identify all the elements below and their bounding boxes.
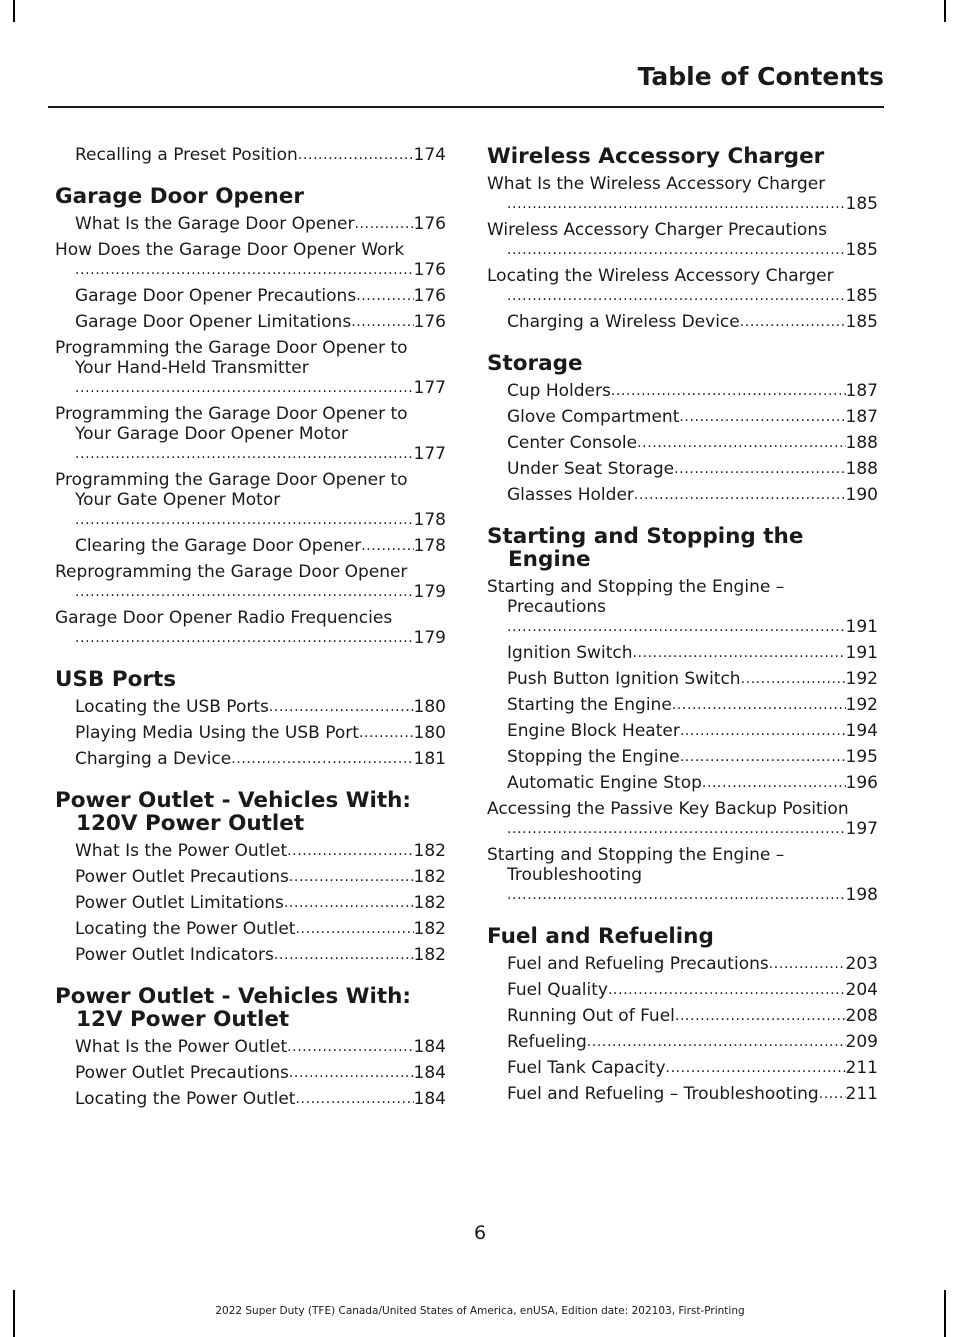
toc-entry-page: 190 <box>845 485 878 505</box>
toc-entry-page: 176 <box>413 260 446 280</box>
toc-leader-dots <box>298 145 414 165</box>
toc-entry-title: Fuel Quality <box>507 980 608 1000</box>
toc-leader-dots <box>274 945 414 965</box>
toc-entry-title: What Is the Wireless Accessory Charger <box>487 174 826 194</box>
toc-leader-dots <box>289 1063 414 1083</box>
toc-entry-page: 208 <box>845 1006 878 1026</box>
toc-entry-page: 182 <box>413 893 446 913</box>
toc-entry-page: 188 <box>845 433 878 453</box>
toc-entry[interactable] <box>55 749 446 769</box>
toc-entry-title: Stopping the Engine <box>507 747 680 767</box>
toc-entry-title: Automatic Engine Stop <box>507 773 702 793</box>
toc-entry-title: Fuel Tank Capacity <box>507 1058 666 1078</box>
toc-entry-title: Power Outlet Limitations <box>75 893 284 913</box>
toc-entry-title: What Is the Power Outlet <box>75 841 288 861</box>
toc-entry-title: Power Outlet Precautions <box>75 867 289 887</box>
toc-entry[interactable] <box>487 773 878 793</box>
toc-section <box>487 525 878 925</box>
toc-entry-page: 187 <box>845 381 878 401</box>
toc-entry[interactable] <box>55 562 446 602</box>
toc-entry-page: 179 <box>413 582 446 602</box>
toc-leader-dots <box>587 1032 846 1052</box>
toc-entry-title: Center Console <box>507 433 638 453</box>
toc-entry[interactable] <box>487 312 878 332</box>
toc-entry-title: Playing Media Using the USB Port <box>75 723 359 743</box>
toc-entry[interactable] <box>487 695 878 715</box>
toc-entry[interactable] <box>55 470 446 530</box>
toc-entry[interactable] <box>487 220 878 260</box>
toc-entry-title: Push Button Ignition Switch <box>507 669 741 689</box>
toc-leader-dots <box>680 747 846 767</box>
toc-entry[interactable] <box>55 536 446 556</box>
toc-section-title: Wireless Accessory Charger <box>487 144 825 169</box>
toc-leader-dots <box>507 194 846 214</box>
toc-entry-title: Ignition Switch <box>507 643 633 663</box>
toc-entry-title: Cup Holders <box>507 381 611 401</box>
toc-entry-page: 177 <box>413 444 446 464</box>
toc-leader-dots <box>672 695 846 715</box>
page-number: 6 <box>473 1222 487 1244</box>
toc-entry[interactable] <box>487 669 878 689</box>
toc-entry[interactable] <box>487 577 878 637</box>
toc-entry-title: Running Out of Fuel <box>507 1006 675 1026</box>
toc-entry[interactable] <box>55 286 446 306</box>
toc-leader-dots <box>287 841 413 861</box>
toc-entry-title: What Is the Power Outlet <box>75 1037 288 1057</box>
page-header <box>48 62 884 91</box>
toc-entry-title: Glove Compartment <box>507 407 680 427</box>
toc-entry-title: How Does the Garage Door Opener Work <box>55 240 405 260</box>
toc-leader-dots <box>611 381 846 401</box>
toc-entry-page: 185 <box>845 194 878 214</box>
toc-entry-page: 179 <box>413 628 446 648</box>
toc-entry-page: 178 <box>413 510 446 530</box>
toc-entry[interactable] <box>55 893 446 913</box>
toc-section <box>55 185 446 668</box>
toc-entry-page: 176 <box>413 312 446 332</box>
toc-entry[interactable] <box>487 407 878 427</box>
toc-entry-page: 196 <box>845 773 878 793</box>
toc-entry[interactable] <box>487 1084 878 1104</box>
toc-entry-title: Recalling a Preset Position <box>75 145 298 165</box>
toc-entry-page: 185 <box>845 312 878 332</box>
toc-leader-dots <box>507 286 846 306</box>
toc-entry-page: 174 <box>413 145 446 165</box>
toc-leader-dots <box>284 893 414 913</box>
toc-section <box>487 145 878 352</box>
toc-leader-dots <box>75 628 414 648</box>
toc-entry-title: Starting and Stopping the Engine – Precautions <box>487 577 785 617</box>
toc-leader-dots <box>675 1006 846 1026</box>
toc-leader-dots <box>741 669 846 689</box>
toc-entry-page: 180 <box>413 723 446 743</box>
toc-entry[interactable] <box>487 266 878 306</box>
toc-leader-dots <box>269 697 414 717</box>
toc-leader-dots <box>361 536 413 556</box>
toc-entry[interactable] <box>55 240 446 280</box>
crop-mark-top-left <box>13 0 15 22</box>
toc-entry[interactable] <box>487 1006 878 1026</box>
toc-leader-dots <box>75 444 414 464</box>
toc-entry-title: Glasses Holder <box>507 485 634 505</box>
toc-entry-title: Under Seat Storage <box>507 459 675 479</box>
toc-leader-dots <box>666 1058 846 1078</box>
toc-leader-dots <box>634 485 846 505</box>
toc-entry-page: 182 <box>413 841 446 861</box>
toc-leader-dots <box>289 867 414 887</box>
toc-entry-page: 198 <box>845 885 878 905</box>
toc-leader-dots <box>819 1084 846 1104</box>
toc-section <box>55 789 446 985</box>
toc-entry-page: 185 <box>845 240 878 260</box>
toc-section-title: Starting and Stopping the Engine <box>487 524 804 572</box>
toc-entry-page: 181 <box>413 749 446 769</box>
toc-entry-title: Power Outlet Precautions <box>75 1063 289 1083</box>
header-rule <box>48 106 884 108</box>
toc-entry-page: 204 <box>845 980 878 1000</box>
crop-mark-top-right <box>944 0 946 22</box>
toc-leader-dots <box>75 260 414 280</box>
toc-leader-dots <box>287 1037 413 1057</box>
toc-entry-title: Fuel and Refueling Precautions <box>507 954 769 974</box>
toc-entry[interactable] <box>487 485 878 505</box>
toc-entry[interactable] <box>487 643 878 663</box>
toc-entry-page: 192 <box>845 695 878 715</box>
toc-entry-page: 182 <box>413 945 446 965</box>
toc-entry[interactable] <box>487 980 878 1000</box>
toc-entry[interactable] <box>55 867 446 887</box>
toc-entry-page: 191 <box>845 643 878 663</box>
toc-leader-dots <box>359 723 414 743</box>
toc-entry-title: Clearing the Garage Door Opener <box>75 536 362 556</box>
footer-edition-info: 2022 Super Duty (TFE) Canada/United States of America, enUSA, Edition date: 202103, First-Printing <box>215 1305 745 1317</box>
toc-entry-page: 187 <box>845 407 878 427</box>
toc-leader-dots <box>351 312 413 332</box>
toc-leader-dots <box>507 617 846 637</box>
toc-entry-title: Starting and Stopping the Engine – Troubleshooting <box>487 845 785 885</box>
toc-entry-title: Programming the Garage Door Opener to Your Gate Opener Motor <box>55 470 408 510</box>
toc-entry-page: 177 <box>413 378 446 398</box>
toc-section-title: Garage Door Opener <box>55 184 304 209</box>
toc-entry-page: 194 <box>845 721 878 741</box>
toc-entry[interactable] <box>55 723 446 743</box>
toc-section <box>487 925 878 1124</box>
toc-entry-title: Accessing the Passive Key Backup Position <box>487 799 849 819</box>
toc-entry-page: 185 <box>845 286 878 306</box>
toc-entry-title: Refueling <box>507 1032 587 1052</box>
toc-entry-title: Engine Block Heater <box>507 721 680 741</box>
toc-entry[interactable] <box>55 841 446 861</box>
toc-leader-dots <box>608 980 846 1000</box>
toc-entry-page: 192 <box>845 669 878 689</box>
toc-entry-title: Charging a Wireless Device <box>507 312 740 332</box>
toc-entry-title: Reprogramming the Garage Door Opener <box>55 562 408 582</box>
toc-entry[interactable] <box>487 433 878 453</box>
toc-entry[interactable] <box>55 919 446 939</box>
toc-entry-page: 191 <box>845 617 878 637</box>
toc-leader-dots <box>632 643 845 663</box>
toc-entry-page: 182 <box>413 867 446 887</box>
toc-entry-page: 209 <box>845 1032 878 1052</box>
toc-entry-page: 188 <box>845 459 878 479</box>
toc-entry-title: Garage Door Opener Limitations <box>75 312 352 332</box>
toc-leader-dots <box>295 919 413 939</box>
toc-leader-dots <box>674 459 845 479</box>
toc-entry-title: What Is the Garage Door Opener <box>75 214 355 234</box>
toc-entry[interactable] <box>55 312 446 332</box>
toc-entry-page: 184 <box>413 1089 446 1109</box>
toc-entry[interactable] <box>55 945 446 965</box>
toc-entry-title: Programming the Garage Door Opener to Your Garage Door Opener Motor <box>55 404 408 444</box>
toc-entry[interactable] <box>487 459 878 479</box>
right-column <box>487 145 878 1124</box>
toc-leader-dots <box>75 582 414 602</box>
toc-leader-dots <box>356 286 413 306</box>
toc-entry[interactable] <box>55 1063 446 1083</box>
toc-entry-title: Locating the Power Outlet <box>75 919 296 939</box>
toc-entry-title: Wireless Accessory Charger Precautions <box>487 220 827 240</box>
toc-leader-dots <box>507 240 846 260</box>
toc-entry-title: Fuel and Refueling – Troubleshooting <box>507 1084 819 1104</box>
toc-entry[interactable] <box>487 174 878 214</box>
toc-entry[interactable] <box>55 697 446 717</box>
toc-leader-dots <box>354 214 413 234</box>
toc-entry-page: 211 <box>845 1084 878 1104</box>
toc-entry[interactable] <box>487 721 878 741</box>
toc-entry-title: Starting the Engine <box>507 695 672 715</box>
toc-entry-title: Garage Door Opener Radio Frequencies <box>55 608 393 628</box>
toc-entry[interactable] <box>487 1058 878 1078</box>
toc-entry-title: Programming the Garage Door Opener to Your Hand-Held Transmitter <box>55 338 408 378</box>
toc-leader-dots <box>231 749 413 769</box>
toc-leader-dots <box>680 721 846 741</box>
toc-entry[interactable] <box>487 845 878 905</box>
toc-section <box>55 985 446 1129</box>
toc-leader-dots <box>679 407 845 427</box>
toc-entry[interactable] <box>55 1089 446 1109</box>
toc-entry-title: Locating the Power Outlet <box>75 1089 296 1109</box>
toc-entry-page: 203 <box>845 954 878 974</box>
toc-entry-page: 178 <box>413 536 446 556</box>
toc-entry-page: 184 <box>413 1063 446 1083</box>
toc-entry-title: Locating the USB Ports <box>75 697 269 717</box>
toc-section <box>487 352 878 525</box>
toc-section-title: Fuel and Refueling <box>487 924 714 949</box>
toc-entry-page: 182 <box>413 919 446 939</box>
toc-entry-page: 176 <box>413 214 446 234</box>
toc-entry-page: 184 <box>413 1037 446 1057</box>
toc-entry-title: Charging a Device <box>75 749 232 769</box>
toc-entry[interactable] <box>55 338 446 398</box>
toc-leader-dots <box>75 510 414 530</box>
toc-leader-dots <box>740 312 846 332</box>
toc-section-title: Storage <box>487 351 583 376</box>
toc-entry[interactable] <box>55 214 446 234</box>
toc-entry[interactable] <box>487 954 878 974</box>
toc-entry[interactable] <box>487 1032 878 1052</box>
toc-leader-dots <box>637 433 845 453</box>
toc-leader-dots <box>507 819 846 839</box>
toc-entry-title: Power Outlet Indicators <box>75 945 274 965</box>
toc-entry-page: 176 <box>413 286 446 306</box>
toc-entry-title: Locating the Wireless Accessory Charger <box>487 266 834 286</box>
toc-entry[interactable] <box>487 381 878 401</box>
toc-entry[interactable] <box>487 747 878 767</box>
toc-entry[interactable] <box>55 608 446 648</box>
page-title: Table of Contents <box>637 62 884 91</box>
toc-leader-dots <box>75 378 414 398</box>
toc-entry[interactable] <box>55 145 446 165</box>
toc-entry-title: Garage Door Opener Precautions <box>75 286 357 306</box>
toc-leader-dots <box>295 1089 413 1109</box>
toc-entry-page: 197 <box>845 819 878 839</box>
toc-entry[interactable] <box>55 1037 446 1057</box>
left-column <box>55 145 446 1129</box>
toc-section <box>55 668 446 789</box>
toc-entry[interactable] <box>55 404 446 464</box>
toc-leader-dots <box>702 773 846 793</box>
toc-leader-dots <box>769 954 846 974</box>
toc-entry-page: 211 <box>845 1058 878 1078</box>
toc-entry-page: 195 <box>845 747 878 767</box>
toc-section-title: Power Outlet - Vehicles With: 12V Power Outlet <box>55 984 412 1032</box>
toc-leader-dots <box>507 885 846 905</box>
toc-entry-page: 180 <box>413 697 446 717</box>
toc-section-title: Power Outlet - Vehicles With: 120V Power Outlet <box>55 788 412 836</box>
toc-section-title: USB Ports <box>55 667 177 692</box>
toc-entry[interactable] <box>487 799 878 839</box>
